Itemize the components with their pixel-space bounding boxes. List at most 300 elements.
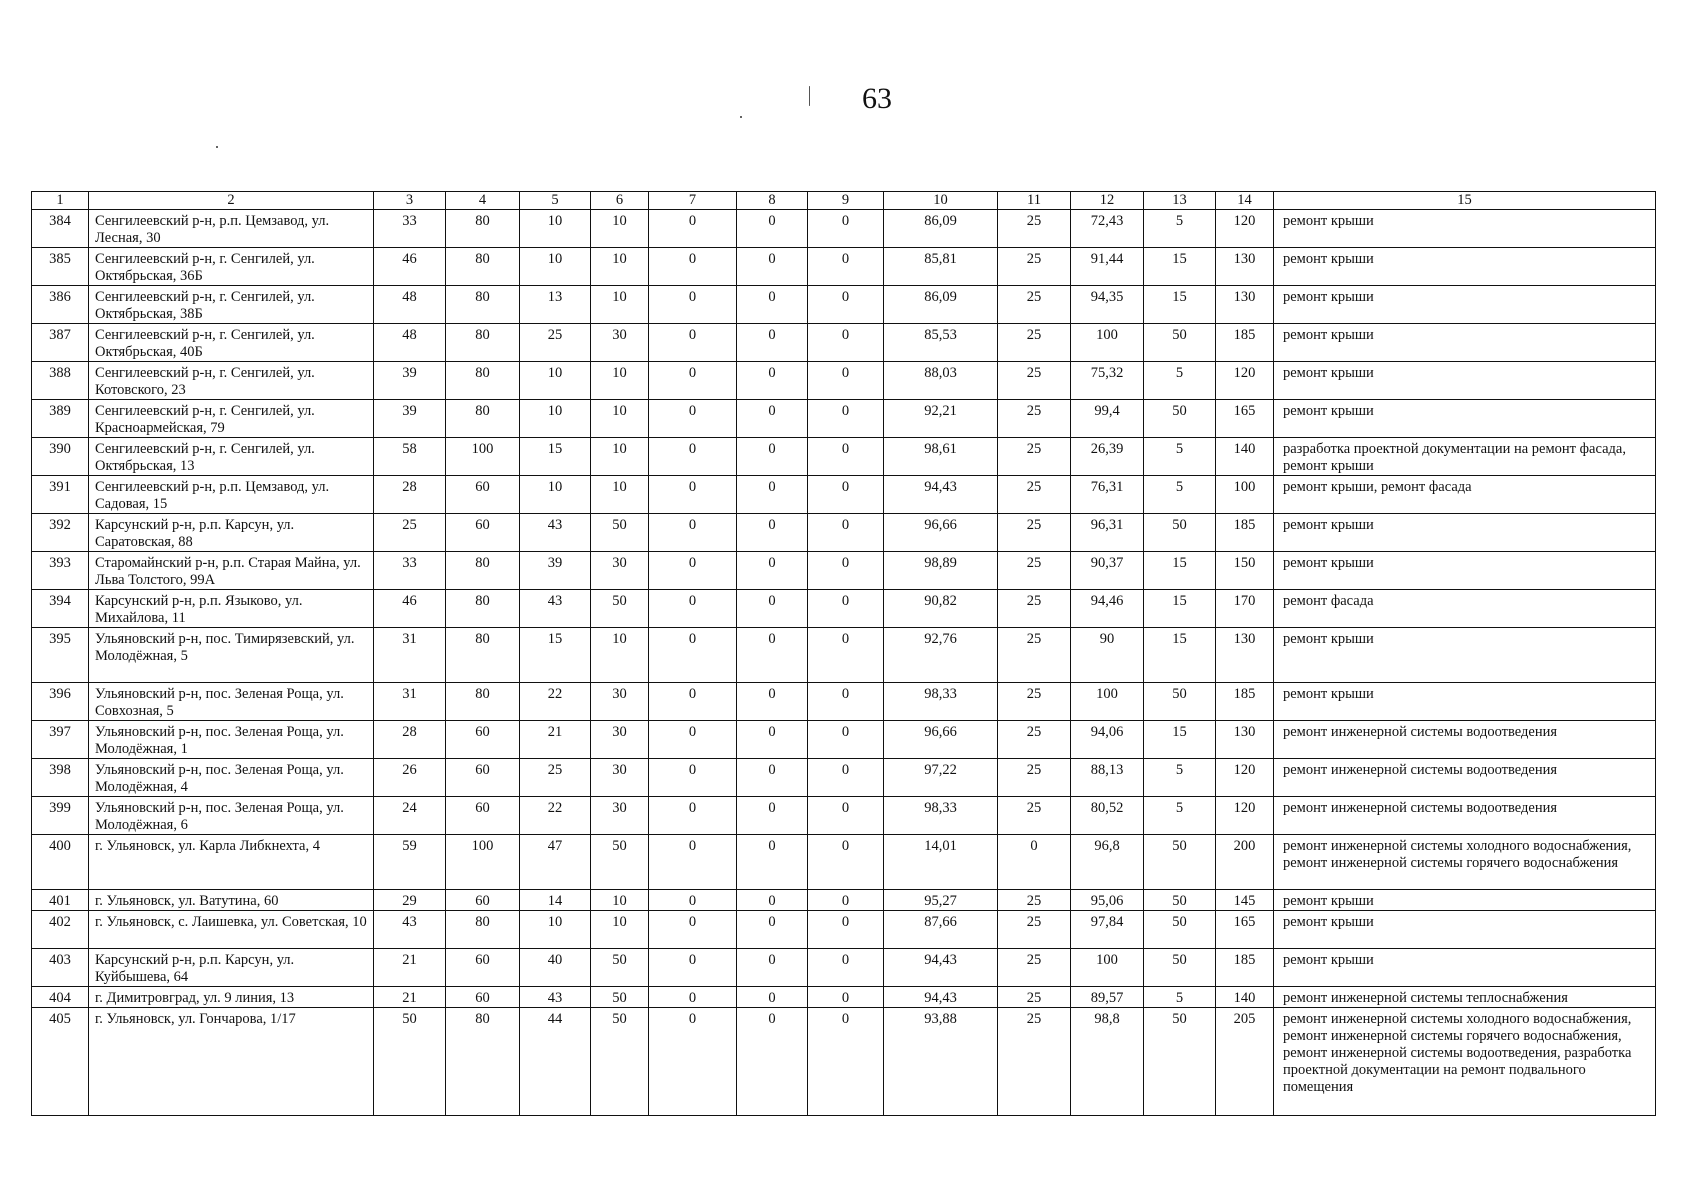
value-cell: 75,32 — [1071, 362, 1144, 400]
value-cell: 80 — [446, 552, 520, 590]
value-cell: 50 — [591, 949, 649, 987]
value-cell: 5 — [1144, 759, 1216, 797]
value-cell: 98,89 — [884, 552, 998, 590]
address-cell: г. Ульяновск, с. Лаишевка, ул. Советская, 10 — [89, 911, 374, 949]
table-row — [32, 683, 1656, 721]
column-header: 9 — [808, 192, 884, 210]
table-row — [32, 911, 1656, 949]
works-cell: ремонт крыши — [1274, 248, 1656, 286]
value-cell: 100 — [1216, 476, 1274, 514]
value-cell: 91,44 — [1071, 248, 1144, 286]
table-row — [32, 514, 1656, 552]
works-cell: ремонт фасада — [1274, 590, 1656, 628]
value-cell: 48 — [374, 286, 446, 324]
row-index-cell: 399 — [32, 797, 89, 835]
value-cell: 26 — [374, 759, 446, 797]
address-cell: Карсунский р-н, р.п. Карсун, ул. Саратовская, 88 — [89, 514, 374, 552]
value-cell: 25 — [998, 890, 1071, 911]
value-cell: 60 — [446, 759, 520, 797]
value-cell: 5 — [1144, 987, 1216, 1008]
value-cell: 96,66 — [884, 514, 998, 552]
value-cell: 185 — [1216, 949, 1274, 987]
value-cell: 130 — [1216, 628, 1274, 683]
works-cell: ремонт инженерной системы водоотведения — [1274, 721, 1656, 759]
value-cell: 0 — [998, 835, 1071, 890]
value-cell: 30 — [591, 324, 649, 362]
value-cell: 0 — [808, 438, 884, 476]
value-cell: 94,06 — [1071, 721, 1144, 759]
value-cell: 95,06 — [1071, 890, 1144, 911]
value-cell: 0 — [808, 590, 884, 628]
value-cell: 5 — [1144, 797, 1216, 835]
value-cell: 96,8 — [1071, 835, 1144, 890]
value-cell: 31 — [374, 628, 446, 683]
value-cell: 0 — [737, 438, 808, 476]
value-cell: 0 — [649, 797, 737, 835]
value-cell: 0 — [649, 987, 737, 1008]
value-cell: 50 — [1144, 835, 1216, 890]
value-cell: 60 — [446, 987, 520, 1008]
address-cell: Сенгилеевский р-н, г. Сенгилей, ул. Октябрьская, 38Б — [89, 286, 374, 324]
value-cell: 0 — [808, 248, 884, 286]
column-header: 3 — [374, 192, 446, 210]
value-cell: 25 — [998, 911, 1071, 949]
value-cell: 25 — [998, 514, 1071, 552]
value-cell: 50 — [1144, 1008, 1216, 1116]
table-row — [32, 248, 1656, 286]
value-cell: 10 — [520, 400, 591, 438]
value-cell: 10 — [591, 210, 649, 248]
value-cell: 98,33 — [884, 683, 998, 721]
address-cell: Сенгилеевский р-н, г. Сенгилей, ул. Октябрьская, 13 — [89, 438, 374, 476]
column-header: 15 — [1274, 192, 1656, 210]
value-cell: 10 — [591, 362, 649, 400]
column-number-row — [32, 192, 1656, 210]
works-cell: ремонт крыши — [1274, 552, 1656, 590]
value-cell: 88,13 — [1071, 759, 1144, 797]
value-cell: 50 — [1144, 890, 1216, 911]
value-cell: 25 — [998, 721, 1071, 759]
value-cell: 0 — [808, 890, 884, 911]
value-cell: 46 — [374, 248, 446, 286]
value-cell: 120 — [1216, 210, 1274, 248]
value-cell: 25 — [998, 324, 1071, 362]
value-cell: 150 — [1216, 552, 1274, 590]
address-cell: Ульяновский р-н, пос. Тимирязевский, ул. Молодёжная, 5 — [89, 628, 374, 683]
value-cell: 0 — [737, 797, 808, 835]
value-cell: 90,82 — [884, 590, 998, 628]
value-cell: 97,22 — [884, 759, 998, 797]
value-cell: 30 — [591, 552, 649, 590]
value-cell: 0 — [808, 911, 884, 949]
value-cell: 170 — [1216, 590, 1274, 628]
value-cell: 76,31 — [1071, 476, 1144, 514]
value-cell: 0 — [808, 987, 884, 1008]
value-cell: 15 — [1144, 721, 1216, 759]
value-cell: 60 — [446, 476, 520, 514]
table-row — [32, 590, 1656, 628]
value-cell: 25 — [998, 949, 1071, 987]
row-index-cell: 405 — [32, 1008, 89, 1116]
works-cell: ремонт крыши — [1274, 911, 1656, 949]
value-cell: 26,39 — [1071, 438, 1144, 476]
value-cell: 15 — [1144, 286, 1216, 324]
value-cell: 140 — [1216, 438, 1274, 476]
value-cell: 0 — [808, 628, 884, 683]
value-cell: 100 — [446, 438, 520, 476]
value-cell: 24 — [374, 797, 446, 835]
value-cell: 87,66 — [884, 911, 998, 949]
value-cell: 94,43 — [884, 987, 998, 1008]
value-cell: 25 — [998, 987, 1071, 1008]
column-header: 1 — [32, 192, 89, 210]
table-row — [32, 362, 1656, 400]
value-cell: 25 — [998, 476, 1071, 514]
value-cell: 80 — [446, 628, 520, 683]
value-cell: 98,8 — [1071, 1008, 1144, 1116]
value-cell: 96,66 — [884, 721, 998, 759]
works-cell: ремонт инженерной системы холодного водоснабжения, ремонт инженерной системы горячего водоснабжения, ремонт инженерной системы водоотведения, разработка проектной документации на ремонт подвального помещения — [1274, 1008, 1656, 1116]
table-row — [32, 890, 1656, 911]
value-cell: 120 — [1216, 797, 1274, 835]
value-cell: 25 — [998, 552, 1071, 590]
works-cell: ремонт крыши, ремонт фасада — [1274, 476, 1656, 514]
value-cell: 30 — [591, 683, 649, 721]
value-cell: 25 — [998, 362, 1071, 400]
value-cell: 0 — [808, 286, 884, 324]
value-cell: 28 — [374, 721, 446, 759]
row-index-cell: 385 — [32, 248, 89, 286]
scan-mark — [809, 86, 810, 106]
value-cell: 0 — [808, 949, 884, 987]
value-cell: 15 — [520, 628, 591, 683]
value-cell: 95,27 — [884, 890, 998, 911]
value-cell: 15 — [1144, 552, 1216, 590]
table-row — [32, 628, 1656, 683]
column-header: 12 — [1071, 192, 1144, 210]
works-cell: ремонт крыши — [1274, 890, 1656, 911]
column-header: 14 — [1216, 192, 1274, 210]
value-cell: 47 — [520, 835, 591, 890]
value-cell: 130 — [1216, 248, 1274, 286]
value-cell: 50 — [1144, 949, 1216, 987]
address-cell: Сенгилеевский р-н, г. Сенгилей, ул. Октябрьская, 36Б — [89, 248, 374, 286]
value-cell: 5 — [1144, 438, 1216, 476]
value-cell: 39 — [374, 362, 446, 400]
value-cell: 0 — [737, 683, 808, 721]
table-row — [32, 1008, 1656, 1116]
value-cell: 50 — [591, 1008, 649, 1116]
works-cell: ремонт инженерной системы холодного водоснабжения, ремонт инженерной системы горячего водоснабжения — [1274, 835, 1656, 890]
value-cell: 0 — [649, 362, 737, 400]
value-cell: 21 — [374, 987, 446, 1008]
works-cell: ремонт крыши — [1274, 362, 1656, 400]
value-cell: 0 — [808, 1008, 884, 1116]
value-cell: 90,37 — [1071, 552, 1144, 590]
value-cell: 92,76 — [884, 628, 998, 683]
column-header: 5 — [520, 192, 591, 210]
value-cell: 10 — [591, 248, 649, 286]
value-cell: 29 — [374, 890, 446, 911]
row-index-cell: 404 — [32, 987, 89, 1008]
value-cell: 96,31 — [1071, 514, 1144, 552]
value-cell: 44 — [520, 1008, 591, 1116]
works-cell: ремонт крыши — [1274, 628, 1656, 683]
address-cell: Сенгилеевский р-н, г. Сенгилей, ул. Октябрьская, 40Б — [89, 324, 374, 362]
row-index-cell: 394 — [32, 590, 89, 628]
row-index-cell: 395 — [32, 628, 89, 683]
value-cell: 0 — [737, 1008, 808, 1116]
address-cell: Карсунский р-н, р.п. Карсун, ул. Куйбышева, 64 — [89, 949, 374, 987]
value-cell: 0 — [649, 248, 737, 286]
repair-schedule-table — [31, 191, 1656, 1116]
table-row — [32, 949, 1656, 987]
row-index-cell: 396 — [32, 683, 89, 721]
value-cell: 25 — [998, 1008, 1071, 1116]
value-cell: 0 — [649, 324, 737, 362]
value-cell: 30 — [591, 721, 649, 759]
value-cell: 0 — [808, 324, 884, 362]
value-cell: 50 — [374, 1008, 446, 1116]
value-cell: 60 — [446, 890, 520, 911]
value-cell: 86,09 — [884, 210, 998, 248]
value-cell: 145 — [1216, 890, 1274, 911]
address-cell: г. Димитровград, ул. 9 линия, 13 — [89, 987, 374, 1008]
value-cell: 0 — [737, 628, 808, 683]
value-cell: 0 — [808, 362, 884, 400]
works-cell: ремонт инженерной системы теплоснабжения — [1274, 987, 1656, 1008]
page-number: 63 — [862, 82, 892, 115]
value-cell: 30 — [591, 759, 649, 797]
value-cell: 0 — [808, 476, 884, 514]
works-cell: ремонт крыши — [1274, 683, 1656, 721]
value-cell: 0 — [737, 759, 808, 797]
value-cell: 48 — [374, 324, 446, 362]
value-cell: 0 — [737, 552, 808, 590]
value-cell: 185 — [1216, 324, 1274, 362]
value-cell: 80,52 — [1071, 797, 1144, 835]
row-index-cell: 400 — [32, 835, 89, 890]
value-cell: 0 — [649, 1008, 737, 1116]
table-row — [32, 400, 1656, 438]
value-cell: 0 — [737, 248, 808, 286]
value-cell: 30 — [591, 797, 649, 835]
value-cell: 25 — [998, 286, 1071, 324]
value-cell: 50 — [591, 514, 649, 552]
value-cell: 60 — [446, 721, 520, 759]
column-header: 13 — [1144, 192, 1216, 210]
value-cell: 80 — [446, 590, 520, 628]
value-cell: 5 — [1144, 210, 1216, 248]
works-cell: ремонт инженерной системы водоотведения — [1274, 797, 1656, 835]
value-cell: 98,33 — [884, 797, 998, 835]
value-cell: 10 — [520, 911, 591, 949]
value-cell: 31 — [374, 683, 446, 721]
value-cell: 0 — [649, 890, 737, 911]
value-cell: 0 — [737, 890, 808, 911]
value-cell: 10 — [520, 476, 591, 514]
scan-mark — [740, 116, 742, 118]
value-cell: 10 — [591, 890, 649, 911]
value-cell: 0 — [808, 721, 884, 759]
value-cell: 25 — [374, 514, 446, 552]
value-cell: 0 — [649, 721, 737, 759]
value-cell: 33 — [374, 552, 446, 590]
value-cell: 0 — [737, 514, 808, 552]
value-cell: 185 — [1216, 514, 1274, 552]
row-index-cell: 387 — [32, 324, 89, 362]
value-cell: 39 — [520, 552, 591, 590]
value-cell: 80 — [446, 683, 520, 721]
value-cell: 33 — [374, 210, 446, 248]
value-cell: 10 — [591, 438, 649, 476]
value-cell: 60 — [446, 949, 520, 987]
value-cell: 0 — [737, 324, 808, 362]
value-cell: 99,4 — [1071, 400, 1144, 438]
value-cell: 10 — [520, 248, 591, 286]
column-header: 8 — [737, 192, 808, 210]
value-cell: 5 — [1144, 362, 1216, 400]
value-cell: 43 — [520, 514, 591, 552]
column-header: 2 — [89, 192, 374, 210]
address-cell: Сенгилеевский р-н, г. Сенгилей, ул. Красноармейская, 79 — [89, 400, 374, 438]
value-cell: 22 — [520, 797, 591, 835]
value-cell: 58 — [374, 438, 446, 476]
value-cell: 25 — [998, 210, 1071, 248]
table-row — [32, 759, 1656, 797]
table-row — [32, 797, 1656, 835]
value-cell: 15 — [1144, 590, 1216, 628]
value-cell: 50 — [1144, 514, 1216, 552]
value-cell: 205 — [1216, 1008, 1274, 1116]
table-row — [32, 835, 1656, 890]
value-cell: 50 — [1144, 400, 1216, 438]
address-cell: Сенгилеевский р-н, р.п. Цемзавод, ул. Лесная, 30 — [89, 210, 374, 248]
value-cell: 94,46 — [1071, 590, 1144, 628]
value-cell: 40 — [520, 949, 591, 987]
value-cell: 10 — [520, 362, 591, 400]
value-cell: 100 — [1071, 324, 1144, 362]
value-cell: 0 — [649, 683, 737, 721]
value-cell: 10 — [591, 286, 649, 324]
row-index-cell: 397 — [32, 721, 89, 759]
value-cell: 0 — [808, 400, 884, 438]
value-cell: 85,81 — [884, 248, 998, 286]
value-cell: 120 — [1216, 362, 1274, 400]
value-cell: 165 — [1216, 400, 1274, 438]
row-index-cell: 384 — [32, 210, 89, 248]
value-cell: 25 — [998, 400, 1071, 438]
value-cell: 0 — [737, 987, 808, 1008]
works-cell: ремонт крыши — [1274, 400, 1656, 438]
address-cell: Сенгилеевский р-н, г. Сенгилей, ул. Котовского, 23 — [89, 362, 374, 400]
value-cell: 80 — [446, 324, 520, 362]
works-cell: ремонт крыши — [1274, 514, 1656, 552]
row-index-cell: 390 — [32, 438, 89, 476]
value-cell: 14 — [520, 890, 591, 911]
value-cell: 130 — [1216, 286, 1274, 324]
address-cell: Карсунский р-н, р.п. Языково, ул. Михайлова, 11 — [89, 590, 374, 628]
value-cell: 46 — [374, 590, 446, 628]
row-index-cell: 398 — [32, 759, 89, 797]
value-cell: 50 — [1144, 911, 1216, 949]
row-index-cell: 402 — [32, 911, 89, 949]
value-cell: 100 — [446, 835, 520, 890]
table-row — [32, 552, 1656, 590]
value-cell: 80 — [446, 362, 520, 400]
row-index-cell: 389 — [32, 400, 89, 438]
value-cell: 0 — [737, 721, 808, 759]
value-cell: 120 — [1216, 759, 1274, 797]
value-cell: 92,21 — [884, 400, 998, 438]
value-cell: 43 — [374, 911, 446, 949]
value-cell: 0 — [649, 400, 737, 438]
value-cell: 25 — [520, 759, 591, 797]
value-cell: 0 — [737, 949, 808, 987]
value-cell: 97,84 — [1071, 911, 1144, 949]
value-cell: 43 — [520, 987, 591, 1008]
value-cell: 130 — [1216, 721, 1274, 759]
address-cell: Сенгилеевский р-н, р.п. Цемзавод, ул. Садовая, 15 — [89, 476, 374, 514]
address-cell: г. Ульяновск, ул. Ватутина, 60 — [89, 890, 374, 911]
value-cell: 13 — [520, 286, 591, 324]
row-index-cell: 401 — [32, 890, 89, 911]
value-cell: 100 — [1071, 949, 1144, 987]
value-cell: 93,88 — [884, 1008, 998, 1116]
works-cell: ремонт крыши — [1274, 286, 1656, 324]
works-cell: ремонт инженерной системы водоотведения — [1274, 759, 1656, 797]
value-cell: 0 — [649, 210, 737, 248]
value-cell: 90 — [1071, 628, 1144, 683]
value-cell: 100 — [1071, 683, 1144, 721]
value-cell: 0 — [808, 210, 884, 248]
value-cell: 15 — [520, 438, 591, 476]
value-cell: 89,57 — [1071, 987, 1144, 1008]
table-row — [32, 721, 1656, 759]
value-cell: 10 — [591, 911, 649, 949]
value-cell: 21 — [374, 949, 446, 987]
works-cell: ремонт крыши — [1274, 210, 1656, 248]
value-cell: 200 — [1216, 835, 1274, 890]
address-cell: Ульяновский р-н, пос. Зеленая Роща, ул. Молодёжная, 1 — [89, 721, 374, 759]
value-cell: 185 — [1216, 683, 1274, 721]
value-cell: 39 — [374, 400, 446, 438]
scan-mark — [216, 146, 218, 148]
value-cell: 165 — [1216, 911, 1274, 949]
value-cell: 88,03 — [884, 362, 998, 400]
value-cell: 0 — [649, 552, 737, 590]
value-cell: 140 — [1216, 987, 1274, 1008]
value-cell: 60 — [446, 797, 520, 835]
value-cell: 25 — [520, 324, 591, 362]
value-cell: 0 — [808, 835, 884, 890]
address-cell: г. Ульяновск, ул. Гончарова, 1/17 — [89, 1008, 374, 1116]
value-cell: 0 — [808, 514, 884, 552]
value-cell: 0 — [808, 759, 884, 797]
value-cell: 0 — [737, 286, 808, 324]
value-cell: 0 — [737, 362, 808, 400]
address-cell: Старомайнский р-н, р.п. Старая Майна, ул. Льва Толстого, 99А — [89, 552, 374, 590]
value-cell: 94,43 — [884, 476, 998, 514]
value-cell: 94,35 — [1071, 286, 1144, 324]
value-cell: 0 — [808, 683, 884, 721]
row-index-cell: 391 — [32, 476, 89, 514]
value-cell: 15 — [1144, 628, 1216, 683]
value-cell: 0 — [649, 628, 737, 683]
value-cell: 0 — [737, 210, 808, 248]
value-cell: 80 — [446, 1008, 520, 1116]
value-cell: 25 — [998, 797, 1071, 835]
